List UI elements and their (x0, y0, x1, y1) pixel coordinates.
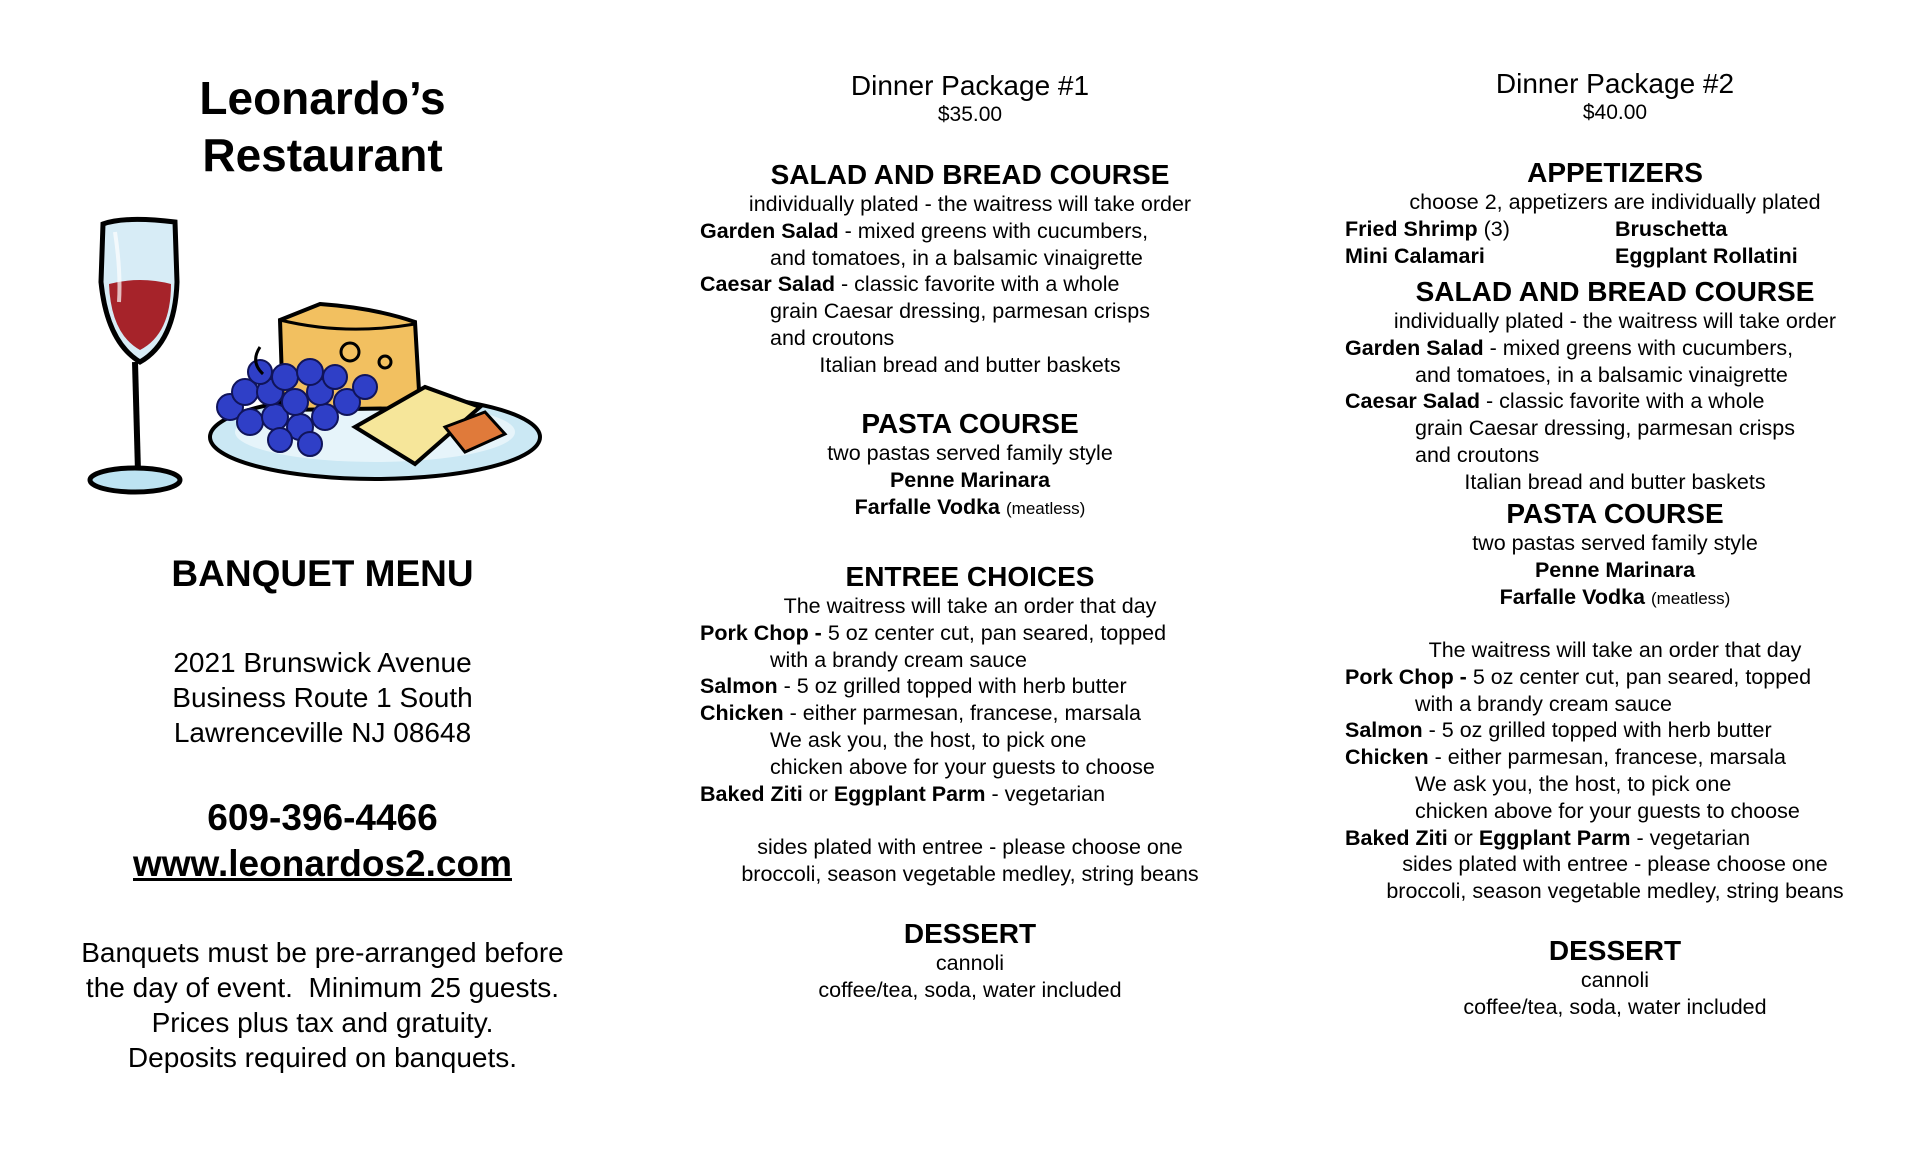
caesar-salad-desc-2: grain Caesar dressing, parmesan crisps (770, 299, 1150, 324)
chicken-desc-3: chicken above for your guests to choose (770, 754, 1155, 779)
sides-note: sides plated with entree - please choose one (757, 835, 1183, 860)
mini-calamari-name: Mini Calamari (1345, 243, 1485, 268)
entree-note: The waitress will take an order that day (1428, 638, 1802, 662)
salad-course-heading: SALAD AND BREAD COURSE (770, 159, 1170, 190)
banquet-menu-heading: BANQUET MENU (171, 553, 474, 594)
bread-baskets: Italian bread and butter baskets (1464, 469, 1766, 494)
garden-salad-name: Garden Salad (1345, 335, 1484, 360)
pork-chop-desc-2: with a brandy cream sauce (1415, 691, 1672, 716)
salad-note: individually plated - the waitress will take order (1393, 309, 1837, 333)
garden-salad-item (1345, 335, 1885, 362)
salmon-item (700, 673, 1240, 700)
package-1-name: Dinner Package #1 (850, 70, 1090, 101)
chicken-name: Chicken (700, 701, 784, 726)
garden-salad-desc: - mixed greens with cucumbers, (1483, 335, 1794, 360)
pork-chop-desc: 5 oz center cut, pan seared, topped (1466, 664, 1812, 689)
caesar-salad-item (1345, 388, 1885, 415)
pasta-note: two pastas served family style (827, 441, 1113, 465)
caesar-salad-desc-2: grain Caesar dressing, parmesan crisps (1415, 416, 1795, 441)
package-2-name: Dinner Package #2 (1495, 68, 1735, 99)
chicken-item (700, 700, 1240, 727)
address-line-3: Lawrenceville NJ 08648 (173, 717, 472, 748)
pasta-course-heading: PASTA COURSE (1506, 498, 1724, 529)
or-text: or (802, 781, 834, 806)
package-2-salad-section (1345, 276, 1885, 496)
vegetarian-desc: - vegetarian (985, 781, 1106, 806)
package-2-pasta-section (1345, 498, 1885, 612)
garden-salad-desc-2: and tomatoes, in a balsamic vinaigrette (770, 245, 1143, 270)
package-1-price: $35.00 (937, 103, 1003, 126)
caesar-salad-name: Caesar Salad (700, 272, 836, 297)
pork-chop-name: Pork Chop - (1345, 664, 1467, 689)
pasta-1 (700, 467, 1240, 494)
vegetarian-desc: - vegetarian (1630, 825, 1751, 850)
chicken-name: Chicken (1345, 745, 1429, 770)
appetizer-row-2 (1345, 243, 1885, 270)
caesar-salad-name: Caesar Salad (1345, 389, 1481, 414)
pasta-1-name: Penne Marinara (889, 467, 1051, 492)
package-1-entree-section (700, 561, 1240, 888)
baked-ziti-name: Baked Ziti (1345, 825, 1448, 850)
garden-salad-desc: - mixed greens with cucumbers, (838, 218, 1149, 243)
caesar-salad-desc: - classic favorite with a whole (835, 272, 1120, 297)
pasta-course-heading: PASTA COURSE (861, 408, 1079, 439)
garden-salad-item (700, 218, 1240, 245)
salmon-item (1345, 717, 1885, 744)
vegetarian-item (1345, 825, 1885, 852)
title-line-2: Restaurant (202, 129, 443, 181)
address-line-2: Business Route 1 South (172, 682, 473, 713)
drinks-included: coffee/tea, soda, water included (1463, 994, 1767, 1019)
contact (0, 795, 645, 887)
pork-chop-item (700, 620, 1240, 647)
salmon-desc: - 5 oz grilled topped with herb butter (777, 674, 1127, 699)
address-line-1: 2021 Brunswick Avenue (173, 647, 472, 678)
fried-shrimp-note: (3) (1477, 216, 1510, 241)
dessert-item: cannoli (935, 951, 1005, 975)
pork-chop-item (1345, 664, 1885, 691)
package-1-dessert-section (700, 918, 1240, 1004)
entree-note: The waitress will take an order that day (783, 594, 1157, 618)
salmon-name: Salmon (1345, 718, 1423, 743)
pasta-2-note: (meatless) (1006, 498, 1086, 518)
sides-note: sides plated with entree - please choose one (1402, 852, 1828, 877)
dessert-item: cannoli (1580, 968, 1650, 992)
title-line-1: Leonardo’s (199, 72, 446, 124)
dessert-heading: DESSERT (903, 918, 1037, 949)
appetizers-note: choose 2, appetizers are individually plated (1409, 190, 1821, 214)
fried-shrimp-item (1345, 216, 1615, 243)
bruschetta-name: Bruschetta (1615, 216, 1728, 241)
chicken-desc: - either parmesan, francese, marsala (783, 701, 1141, 726)
salmon-desc: - 5 oz grilled topped with herb butter (1422, 718, 1772, 743)
policy-line-2: the day of event. Minimum 25 guests. (85, 972, 560, 1003)
pork-chop-desc: 5 oz center cut, pan seared, topped (821, 620, 1167, 645)
package-2-price: $40.00 (1582, 101, 1648, 124)
policy-line-4: Deposits required on banquets. (127, 1042, 518, 1073)
address (0, 645, 645, 750)
chicken-desc-3: chicken above for your guests to choose (1415, 798, 1800, 823)
policy-line-3: Prices plus tax and gratuity. (151, 1007, 494, 1038)
package-2-appetizer-section (1345, 157, 1885, 269)
salad-note: individually plated - the waitress will take order (748, 192, 1192, 216)
caesar-salad-item (700, 271, 1240, 298)
mini-calamari-item (1345, 243, 1615, 270)
eggplant-parm-name: Eggplant Parm (1478, 825, 1631, 850)
baked-ziti-name: Baked Ziti (700, 781, 803, 806)
caesar-salad-desc-3: and croutons (770, 325, 895, 350)
pasta-2-note: (meatless) (1651, 588, 1731, 608)
pasta-1-name: Penne Marinara (1534, 557, 1696, 582)
package-1-salad-section (700, 159, 1240, 379)
policy-line-1: Banquets must be pre-arranged before (81, 937, 564, 968)
restaurant-title (0, 70, 645, 184)
pasta-2-name: Farfalle Vodka (854, 494, 1001, 519)
fried-shrimp-name: Fried Shrimp (1345, 216, 1478, 241)
eggplant-rollatini-item (1615, 243, 1885, 270)
eggplant-parm-name: Eggplant Parm (833, 781, 986, 806)
appetizers-heading: APPETIZERS (1527, 157, 1703, 188)
chicken-desc: - either parmesan, francese, marsala (1428, 745, 1786, 770)
chicken-desc-2: We ask you, the host, to pick one (1415, 771, 1732, 796)
pasta-2 (700, 494, 1240, 523)
pasta-2 (1345, 584, 1885, 613)
garden-salad-name: Garden Salad (700, 218, 839, 243)
pasta-note: two pastas served family style (1472, 531, 1758, 555)
entree-heading: ENTREE CHOICES (845, 561, 1095, 592)
dessert-heading: DESSERT (1548, 935, 1682, 966)
vegetarian-item (700, 781, 1240, 808)
garden-salad-desc-2: and tomatoes, in a balsamic vinaigrette (1415, 362, 1788, 387)
salad-course-heading: SALAD AND BREAD COURSE (1415, 276, 1815, 307)
salmon-name: Salmon (700, 674, 778, 699)
banquet-policy (0, 935, 645, 1075)
bread-baskets: Italian bread and butter baskets (819, 352, 1121, 377)
website-link[interactable]: www.leonardos2.com (133, 843, 512, 884)
or-text: or (1447, 825, 1479, 850)
caesar-salad-desc-3: and croutons (1415, 442, 1540, 467)
pork-chop-desc-2: with a brandy cream sauce (770, 647, 1027, 672)
package-2-entree-section (1345, 637, 1885, 905)
chicken-item (1345, 744, 1885, 771)
drinks-included: coffee/tea, soda, water included (818, 977, 1122, 1002)
caesar-salad-desc: - classic favorite with a whole (1480, 389, 1765, 414)
sides-list: broccoli, season vegetable medley, string beans (741, 861, 1199, 886)
pasta-1 (1345, 557, 1885, 584)
wine-and-cheese-plate-icon (85, 212, 565, 502)
package-1-pasta-section (700, 408, 1240, 522)
sides-list: broccoli, season vegetable medley, string beans (1386, 879, 1844, 904)
chicken-desc-2: We ask you, the host, to pick one (770, 727, 1087, 752)
pork-chop-name: Pork Chop - (700, 620, 822, 645)
pasta-2-name: Farfalle Vodka (1499, 584, 1646, 609)
package-2-dessert-section (1345, 935, 1885, 1021)
eggplant-rollatini-name: Eggplant Rollatini (1615, 243, 1798, 268)
phone-number: 609-396-4466 (207, 797, 438, 838)
bruschetta-item (1615, 216, 1885, 243)
appetizer-row-1 (1345, 216, 1885, 243)
